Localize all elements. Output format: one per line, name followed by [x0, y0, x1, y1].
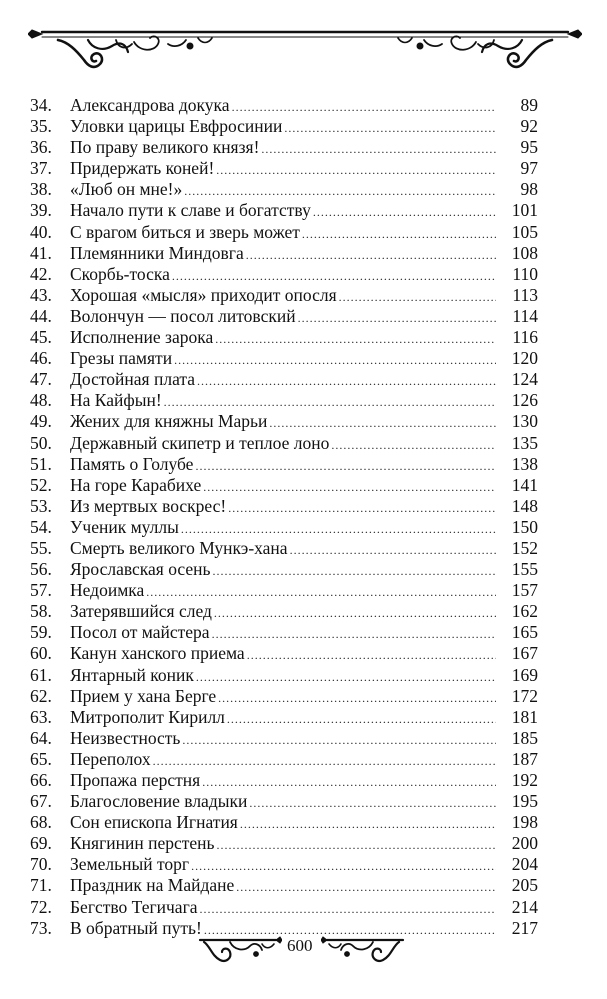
- chapter-title: Недоимка: [70, 580, 145, 601]
- toc-entry: [30, 243, 538, 264]
- dot-leader: [216, 160, 496, 181]
- chapter-title: Уловки царицы Евфросинии: [70, 116, 283, 137]
- chapter-page-number: 200: [511, 833, 538, 854]
- toc-entry: [30, 580, 538, 601]
- chapter-number: 47.: [30, 369, 52, 390]
- dot-leader: [246, 245, 496, 266]
- page-number: 600: [287, 936, 313, 955]
- toc-entry: [30, 897, 538, 918]
- chapter-page-number: 165: [511, 622, 538, 643]
- chapter-page-number: 204: [511, 854, 538, 875]
- chapter-page-number: 141: [511, 474, 538, 495]
- chapter-number: 43.: [30, 284, 52, 305]
- toc-entry: [30, 854, 538, 875]
- toc-entry: [30, 559, 538, 580]
- toc-entry: [30, 770, 538, 791]
- dot-leader: [200, 899, 496, 920]
- chapter-title: Пропажа перстня: [70, 770, 201, 790]
- chapter-title: Жених для княжны Марьи: [70, 411, 268, 432]
- chapter-number: 64.: [30, 727, 52, 748]
- toc-entry: [30, 496, 538, 517]
- chapter-page-number: 195: [511, 791, 538, 812]
- chapter-title: Из мертвых воскрес!: [70, 495, 227, 516]
- footer-ornament-left: [196, 930, 282, 968]
- toc-entry: [30, 285, 538, 306]
- dot-leader: [195, 456, 496, 477]
- chapter-page-number: 169: [511, 664, 538, 685]
- chapter-title: Митрополит Кирилл: [70, 706, 225, 727]
- chapter-number: 50.: [30, 432, 52, 453]
- chapter-title: В обратный путь!: [70, 917, 202, 938]
- dot-leader: [182, 730, 496, 751]
- dot-leader: [313, 202, 496, 223]
- chapter-number: 67.: [30, 791, 52, 812]
- chapter-page-number: 120: [511, 348, 538, 369]
- toc-entry: [30, 812, 538, 833]
- chapter-title: Исполнение зарока: [70, 327, 214, 348]
- dot-leader: [146, 582, 496, 603]
- chapter-title: На горе Карабихе: [70, 474, 202, 495]
- chapter-number: 53.: [30, 495, 52, 516]
- chapter-page-number: 110: [512, 263, 538, 284]
- dot-leader: [197, 371, 496, 392]
- chapter-title: На Кайфын!: [70, 390, 162, 411]
- toc-entry: [30, 833, 538, 854]
- chapter-title: Переполох: [70, 748, 151, 769]
- chapter-number: 58.: [30, 601, 52, 622]
- toc-entry: [30, 369, 538, 390]
- chapter-number: 66.: [30, 770, 52, 790]
- chapter-title: По праву великого князя!: [70, 137, 260, 158]
- chapter-number: 56.: [30, 559, 52, 580]
- chapter-page-number: 148: [511, 495, 538, 516]
- toc-entry: [30, 158, 538, 179]
- chapter-title: Ученик муллы: [70, 516, 179, 537]
- page-footer: [0, 930, 607, 980]
- chapter-title: Янтарный коник: [70, 664, 194, 685]
- toc-entry: [30, 306, 538, 327]
- chapter-page-number: 217: [511, 917, 538, 938]
- chapter-number: 71.: [30, 875, 52, 896]
- chapter-title: Начало пути к славе и богатству: [70, 200, 311, 221]
- toc-entry: [30, 707, 538, 728]
- chapter-title: Смерть великого Мункэ-хана: [70, 537, 288, 558]
- chapter-number: 54.: [30, 516, 52, 537]
- dot-leader: [153, 751, 496, 772]
- chapter-number: 46.: [30, 348, 52, 369]
- chapter-page-number: 172: [511, 685, 538, 706]
- toc-entry: [30, 264, 538, 285]
- chapter-title: Александрова докука: [70, 95, 230, 115]
- chapter-number: 37.: [30, 158, 52, 179]
- toc-entry: [30, 411, 538, 432]
- chapter-number: 62.: [30, 685, 52, 706]
- chapter-number: 55.: [30, 537, 52, 558]
- dot-leader: [181, 519, 496, 540]
- chapter-number: 48.: [30, 390, 52, 411]
- chapter-number: 42.: [30, 263, 52, 284]
- chapter-number: 61.: [30, 664, 52, 685]
- toc-entry: [30, 686, 538, 707]
- toc-entry: [30, 327, 538, 348]
- chapter-number: 60.: [30, 643, 52, 664]
- chapter-page-number: 114: [512, 305, 538, 326]
- toc-entry: [30, 390, 538, 411]
- toc-entry: [30, 875, 538, 896]
- dot-leader: [284, 118, 496, 139]
- dot-leader: [172, 266, 496, 287]
- footer-ornament-right: [321, 930, 407, 968]
- toc-entry: [30, 137, 538, 158]
- chapter-title: «Люб он мне!»: [70, 179, 183, 200]
- chapter-title: Скорбь-тоска: [70, 263, 170, 284]
- chapter-page-number: 181: [511, 706, 538, 727]
- chapter-number: 35.: [30, 116, 52, 137]
- toc-entry: [30, 95, 538, 116]
- chapter-page-number: 138: [511, 453, 538, 474]
- chapter-title: Хорошая «мысля» приходит опосля: [70, 284, 337, 305]
- dot-leader: [228, 498, 496, 519]
- chapter-number: 52.: [30, 474, 52, 495]
- chapter-number: 44.: [30, 305, 52, 326]
- chapter-number: 57.: [30, 580, 52, 601]
- chapter-title: Сон епископа Игнатия: [70, 812, 238, 833]
- chapter-page-number: 187: [511, 748, 538, 769]
- chapter-number: 36.: [30, 137, 52, 158]
- chapter-number: 65.: [30, 748, 52, 769]
- chapter-title: Неизвестность: [70, 727, 181, 748]
- toc-entry: [30, 538, 538, 559]
- chapter-title: Земельный торг: [70, 854, 190, 875]
- table-of-contents: [30, 95, 538, 939]
- chapter-page-number: 167: [511, 643, 538, 664]
- dot-leader: [202, 772, 496, 793]
- toc-entry: [30, 622, 538, 643]
- chapter-title: Княгинин перстень: [70, 833, 215, 854]
- dot-leader: [269, 413, 496, 434]
- chapter-page-number: 214: [511, 896, 538, 917]
- chapter-page-number: 150: [511, 516, 538, 537]
- header-ornament: [28, 18, 582, 74]
- dot-leader: [214, 603, 496, 624]
- chapter-title: Благословение владыки: [70, 791, 248, 812]
- toc-entry: [30, 665, 538, 686]
- chapter-title: Канун ханского приема: [70, 643, 245, 664]
- chapter-number: 38.: [30, 179, 52, 200]
- chapter-title: Затерявшийся след: [70, 601, 212, 622]
- dot-leader: [227, 709, 496, 730]
- chapter-page-number: 126: [511, 390, 538, 411]
- dot-leader: [218, 688, 496, 709]
- dot-leader: [240, 814, 496, 835]
- dot-leader: [196, 667, 496, 688]
- dot-leader: [236, 877, 496, 898]
- dot-leader: [232, 97, 496, 118]
- chapter-number: 59.: [30, 622, 52, 643]
- chapter-number: 70.: [30, 854, 52, 875]
- chapter-number: 63.: [30, 706, 52, 727]
- chapter-title: Державный скипетр и теплое лоно: [70, 432, 330, 453]
- chapter-page-number: 97: [520, 158, 538, 179]
- dot-leader: [302, 224, 496, 245]
- toc-entry: [30, 643, 538, 664]
- dot-leader: [184, 181, 496, 202]
- chapter-title: Племянники Миндовга: [70, 242, 244, 263]
- dot-leader: [290, 540, 496, 561]
- chapter-number: 41.: [30, 242, 52, 263]
- toc-entry: [30, 116, 538, 137]
- chapter-number: 39.: [30, 200, 52, 221]
- chapter-number: 45.: [30, 327, 52, 348]
- chapter-page-number: 152: [511, 537, 538, 558]
- chapter-number: 69.: [30, 833, 52, 854]
- chapter-number: 49.: [30, 411, 52, 432]
- chapter-title: Ярославская осень: [70, 559, 211, 580]
- toc-entry: [30, 348, 538, 369]
- chapter-title: Придержать коней!: [70, 158, 215, 179]
- chapter-page-number: 95: [520, 137, 538, 158]
- dot-leader: [331, 435, 496, 456]
- chapter-title: Грезы памяти: [70, 348, 173, 369]
- chapter-number: 40.: [30, 221, 52, 242]
- chapter-page-number: 105: [511, 221, 538, 242]
- chapter-page-number: 113: [512, 284, 538, 305]
- toc-entry: [30, 475, 538, 496]
- toc-entry: [30, 728, 538, 749]
- chapter-number: 68.: [30, 812, 52, 833]
- dot-leader: [203, 477, 496, 498]
- chapter-page-number: 192: [511, 770, 538, 790]
- chapter-title: Бегство Тегичага: [70, 896, 198, 917]
- chapter-title: Праздник на Майдане: [70, 875, 235, 896]
- chapter-page-number: 89: [520, 95, 538, 115]
- chapter-title: Волончун — посол литовский: [70, 305, 296, 326]
- chapter-title: С врагом биться и зверь может: [70, 221, 300, 242]
- dot-leader: [191, 856, 496, 877]
- chapter-page-number: 155: [511, 559, 538, 580]
- chapter-page-number: 98: [520, 179, 538, 200]
- chapter-number: 72.: [30, 896, 52, 917]
- chapter-number: 51.: [30, 453, 52, 474]
- dot-leader: [339, 287, 496, 308]
- chapter-page-number: 162: [511, 601, 538, 622]
- toc-entry: [30, 791, 538, 812]
- dot-leader: [212, 624, 496, 645]
- chapter-page-number: 130: [511, 411, 538, 432]
- dot-leader: [249, 793, 496, 814]
- chapter-page-number: 135: [511, 432, 538, 453]
- chapter-title: Память о Голубе: [70, 453, 194, 474]
- chapter-page-number: 124: [511, 369, 538, 390]
- chapter-page-number: 198: [511, 812, 538, 833]
- dot-leader: [213, 561, 496, 582]
- chapter-title: Прием у хана Берге: [70, 685, 217, 706]
- chapter-number: 34.: [30, 95, 52, 115]
- chapter-page-number: 116: [512, 327, 538, 348]
- toc-entry: [30, 749, 538, 770]
- chapter-title: Посол от майстера: [70, 622, 210, 643]
- toc-entry: [30, 433, 538, 454]
- toc-entry: [30, 517, 538, 538]
- dot-leader: [261, 139, 496, 160]
- dot-leader: [298, 308, 496, 329]
- toc-entry: [30, 222, 538, 243]
- dot-leader: [164, 392, 496, 413]
- dot-leader: [174, 350, 496, 371]
- chapter-number: 73.: [30, 917, 52, 938]
- toc-entry: [30, 179, 538, 200]
- chapter-page-number: 92: [520, 116, 538, 137]
- dot-leader: [215, 329, 496, 350]
- chapter-page-number: 157: [511, 580, 538, 601]
- dot-leader: [247, 645, 496, 666]
- chapter-title: Достойная плата: [70, 369, 196, 390]
- toc-entry: [30, 454, 538, 475]
- chapter-page-number: 205: [511, 875, 538, 896]
- chapter-page-number: 108: [511, 242, 538, 263]
- dot-leader: [217, 835, 496, 856]
- chapter-page-number: 101: [511, 200, 538, 221]
- toc-entry: [30, 200, 538, 221]
- chapter-page-number: 185: [511, 727, 538, 748]
- toc-entry: [30, 601, 538, 622]
